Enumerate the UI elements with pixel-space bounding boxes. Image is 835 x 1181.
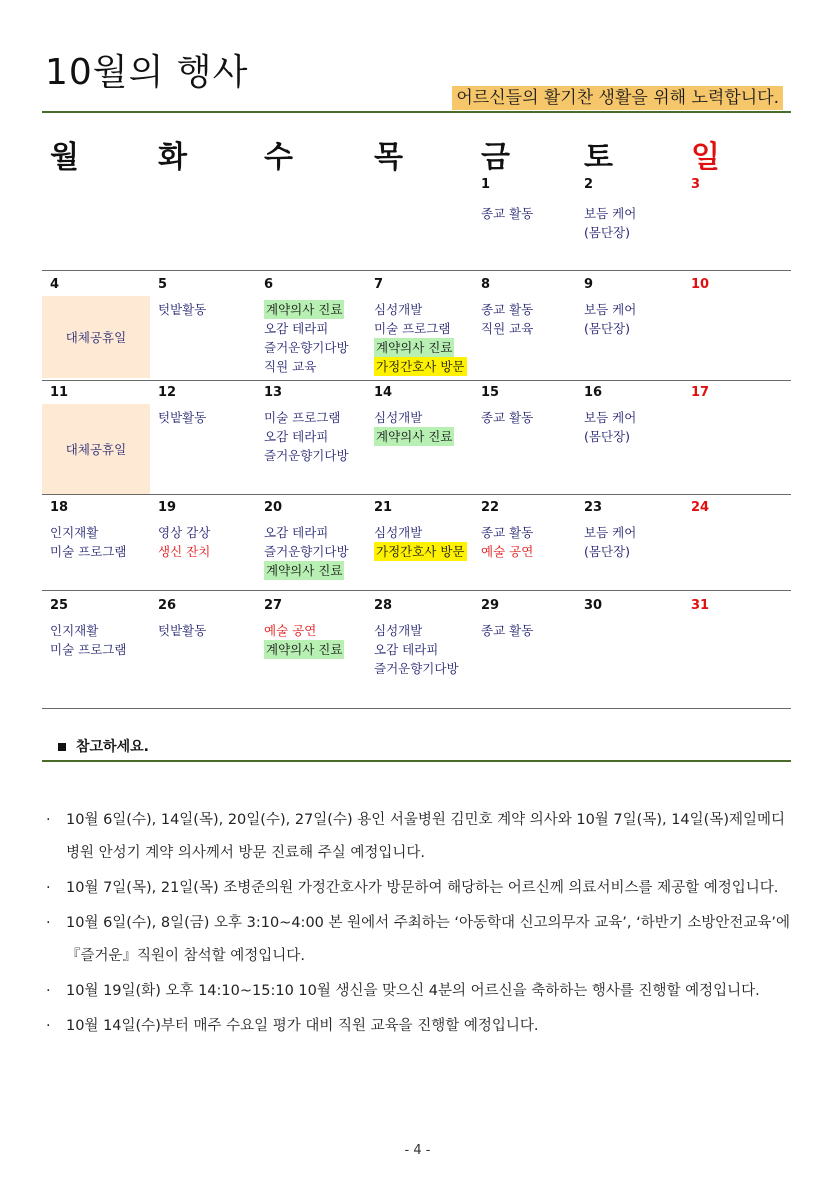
event-item: 오감 테라피	[264, 321, 329, 336]
weekday-label: 화	[158, 140, 187, 175]
event-item: 종교 활동	[481, 410, 534, 425]
event-item: 미술 프로그램	[50, 544, 127, 559]
weekday-label: 월	[50, 140, 79, 175]
event-list	[158, 408, 206, 427]
event-list	[481, 300, 533, 338]
event-list	[158, 523, 210, 561]
note-text: 10월 6일(수), 14일(목), 20일(수), 27일(수) 용인 서울병원 김민호 계약 의사와 10월 7일(목), 14일(목)제일메디병원 안성기 계약 의사께서 방문 진료해 주실 예정입니다.	[66, 812, 786, 861]
event-item: 계약의사 진료	[266, 563, 343, 578]
event-item: (몸단장)	[584, 544, 630, 559]
note-bullet: ·	[46, 915, 51, 931]
event-item: 오감 테라피	[374, 642, 439, 657]
event-item: 종교 활동	[481, 206, 534, 221]
holiday-cell: 대체공휴일	[42, 296, 150, 378]
event-list	[481, 523, 533, 561]
event-item: 계약의사 진료	[376, 429, 453, 444]
event-item: (몸단장)	[584, 429, 630, 444]
note-text: 10월 19일(화) 오후 14:10~15:10 10월 생신을 맞으신 4분의 어르신을 축하하는 행사를 진행할 예정입니다.	[66, 983, 760, 999]
event-list	[50, 523, 126, 561]
note-item	[46, 872, 791, 905]
calendar-date: 14	[374, 385, 393, 400]
calendar-date: 22	[481, 500, 500, 515]
event-list	[374, 621, 459, 678]
calendar-date: 29	[481, 598, 500, 613]
event-list	[374, 523, 467, 561]
calendar-date: 13	[264, 385, 283, 400]
event-item: 텃밭활동	[158, 410, 207, 425]
event-item: (몸단장)	[584, 225, 630, 240]
calendar-date: 10	[691, 277, 710, 292]
calendar-date: 1	[481, 177, 491, 192]
page-subtitle: 어르신들의 활기찬 생활을 위해 노력합니다.	[452, 86, 783, 110]
calendar-date: 28	[374, 598, 393, 613]
event-item: 인지재활	[50, 525, 99, 540]
event-item: 미술 프로그램	[374, 321, 451, 336]
event-list	[584, 300, 636, 338]
event-item: 즐거운향기다방	[264, 544, 349, 559]
calendar-date: 15	[481, 385, 500, 400]
calendar-date: 8	[481, 277, 491, 292]
event-item: 보듬 케어	[584, 206, 637, 221]
event-item: 종교 활동	[481, 302, 534, 317]
event-list	[158, 621, 206, 640]
calendar-date: 17	[691, 385, 710, 400]
page-title: 10월의 행사	[45, 52, 249, 93]
calendar-date: 5	[158, 277, 168, 292]
notes-heading	[58, 736, 149, 756]
holiday-cell: 대체공휴일	[42, 404, 150, 494]
event-item: 미술 프로그램	[264, 410, 341, 425]
page-number: - 4 -	[404, 1143, 431, 1158]
week-divider	[42, 380, 791, 381]
note-item	[46, 907, 791, 973]
event-item: 예술 공연	[264, 623, 317, 638]
calendar-date: 18	[50, 500, 69, 515]
event-item: 심성개발	[374, 410, 423, 425]
calendar-date: 21	[374, 500, 393, 515]
event-item: 계약의사 진료	[266, 642, 343, 657]
calendar-date: 12	[158, 385, 177, 400]
title-rule	[42, 111, 791, 113]
weekday-label: 목	[374, 140, 403, 175]
event-list	[481, 204, 533, 223]
event-item: 즐거운향기다방	[374, 661, 459, 676]
event-list	[584, 408, 636, 446]
event-item: 미술 프로그램	[50, 642, 127, 657]
notes-rule	[42, 760, 791, 762]
notes-heading-label: 참고하세요.	[76, 739, 149, 755]
calendar-date: 4	[50, 277, 60, 292]
note-bullet: ·	[46, 880, 51, 896]
event-item: 예술 공연	[481, 544, 534, 559]
event-item: 보듬 케어	[584, 410, 637, 425]
event-item: (몸단장)	[584, 321, 630, 336]
calendar-date: 19	[158, 500, 177, 515]
event-list	[264, 523, 349, 580]
event-list	[481, 408, 533, 427]
event-item: 오감 테라피	[264, 429, 329, 444]
event-item: 계약의사 진료	[266, 302, 343, 317]
weekday-label: 토	[584, 140, 613, 175]
calendar-date: 30	[584, 598, 603, 613]
weekday-label: 수	[264, 140, 293, 175]
note-bullet: ·	[46, 812, 51, 828]
week-divider	[42, 494, 791, 495]
event-item: 오감 테라피	[264, 525, 329, 540]
note-item	[46, 975, 791, 1008]
event-item: 심성개발	[374, 623, 423, 638]
calendar-date: 24	[691, 500, 710, 515]
event-list	[481, 621, 533, 640]
calendar-bottom-rule	[42, 708, 791, 709]
event-list	[264, 408, 349, 465]
calendar-date: 25	[50, 598, 69, 613]
event-item: 보듬 케어	[584, 525, 637, 540]
event-item: 종교 활동	[481, 623, 534, 638]
weekday-label: 금	[481, 140, 510, 175]
note-item	[46, 1010, 791, 1043]
event-item: 즐거운향기다방	[264, 340, 349, 355]
note-text: 10월 7일(목), 21일(목) 조병준의원 가정간호사가 방문하여 해당하는 어르신께 의료서비스를 제공할 예정입니다.	[66, 880, 779, 896]
event-item: 텃밭활동	[158, 623, 207, 638]
week-divider	[42, 270, 791, 271]
event-item: 생신 잔치	[158, 544, 211, 559]
calendar-date: 27	[264, 598, 283, 613]
calendar-date: 31	[691, 598, 710, 613]
event-item: 보듬 케어	[584, 302, 637, 317]
event-list	[50, 621, 126, 659]
calendar-date: 20	[264, 500, 283, 515]
event-item: 직원 교육	[264, 359, 317, 374]
note-text: 10월 14일(수)부터 매주 수요일 평가 대비 직원 교육을 진행할 예정입니다.	[66, 1018, 539, 1034]
event-item: 가정간호사 방문	[376, 544, 465, 559]
event-list	[374, 300, 467, 376]
event-item: 계약의사 진료	[376, 340, 453, 355]
note-bullet: ·	[46, 983, 51, 999]
event-item: 영상 감상	[158, 525, 211, 540]
event-item: 텃밭활동	[158, 302, 207, 317]
notes-list	[46, 804, 791, 1045]
event-item: 심성개발	[374, 525, 423, 540]
calendar-date: 23	[584, 500, 603, 515]
calendar-date: 16	[584, 385, 603, 400]
event-item: 종교 활동	[481, 525, 534, 540]
event-item: 인지재활	[50, 623, 99, 638]
event-list	[264, 621, 344, 659]
event-item: 가정간호사 방문	[376, 359, 465, 374]
note-item	[46, 804, 791, 870]
event-list	[374, 408, 454, 446]
note-text: 10월 6일(수), 8일(금) 오후 3:10~4:00 본 원에서 주최하는 ‘아동학대 신고의무자 교육’, ‘하반기 소방안전교육’에『즐거운』직원이 참석할 예정입니다.	[66, 915, 791, 964]
calendar-date: 9	[584, 277, 594, 292]
event-list	[264, 300, 349, 376]
event-list	[584, 204, 636, 242]
calendar-date: 2	[584, 177, 594, 192]
calendar-date: 6	[264, 277, 274, 292]
calendar-date: 11	[50, 385, 69, 400]
event-item: 심성개발	[374, 302, 423, 317]
calendar-date: 26	[158, 598, 177, 613]
square-bullet-icon	[58, 743, 66, 751]
calendar-date: 3	[691, 177, 701, 192]
event-item: 즐거운향기다방	[264, 448, 349, 463]
event-item: 직원 교육	[481, 321, 534, 336]
event-list	[584, 523, 636, 561]
weekday-label: 일	[691, 140, 720, 175]
note-bullet: ·	[46, 1018, 51, 1034]
event-list	[158, 300, 206, 319]
week-divider	[42, 590, 791, 591]
calendar-date: 7	[374, 277, 384, 292]
